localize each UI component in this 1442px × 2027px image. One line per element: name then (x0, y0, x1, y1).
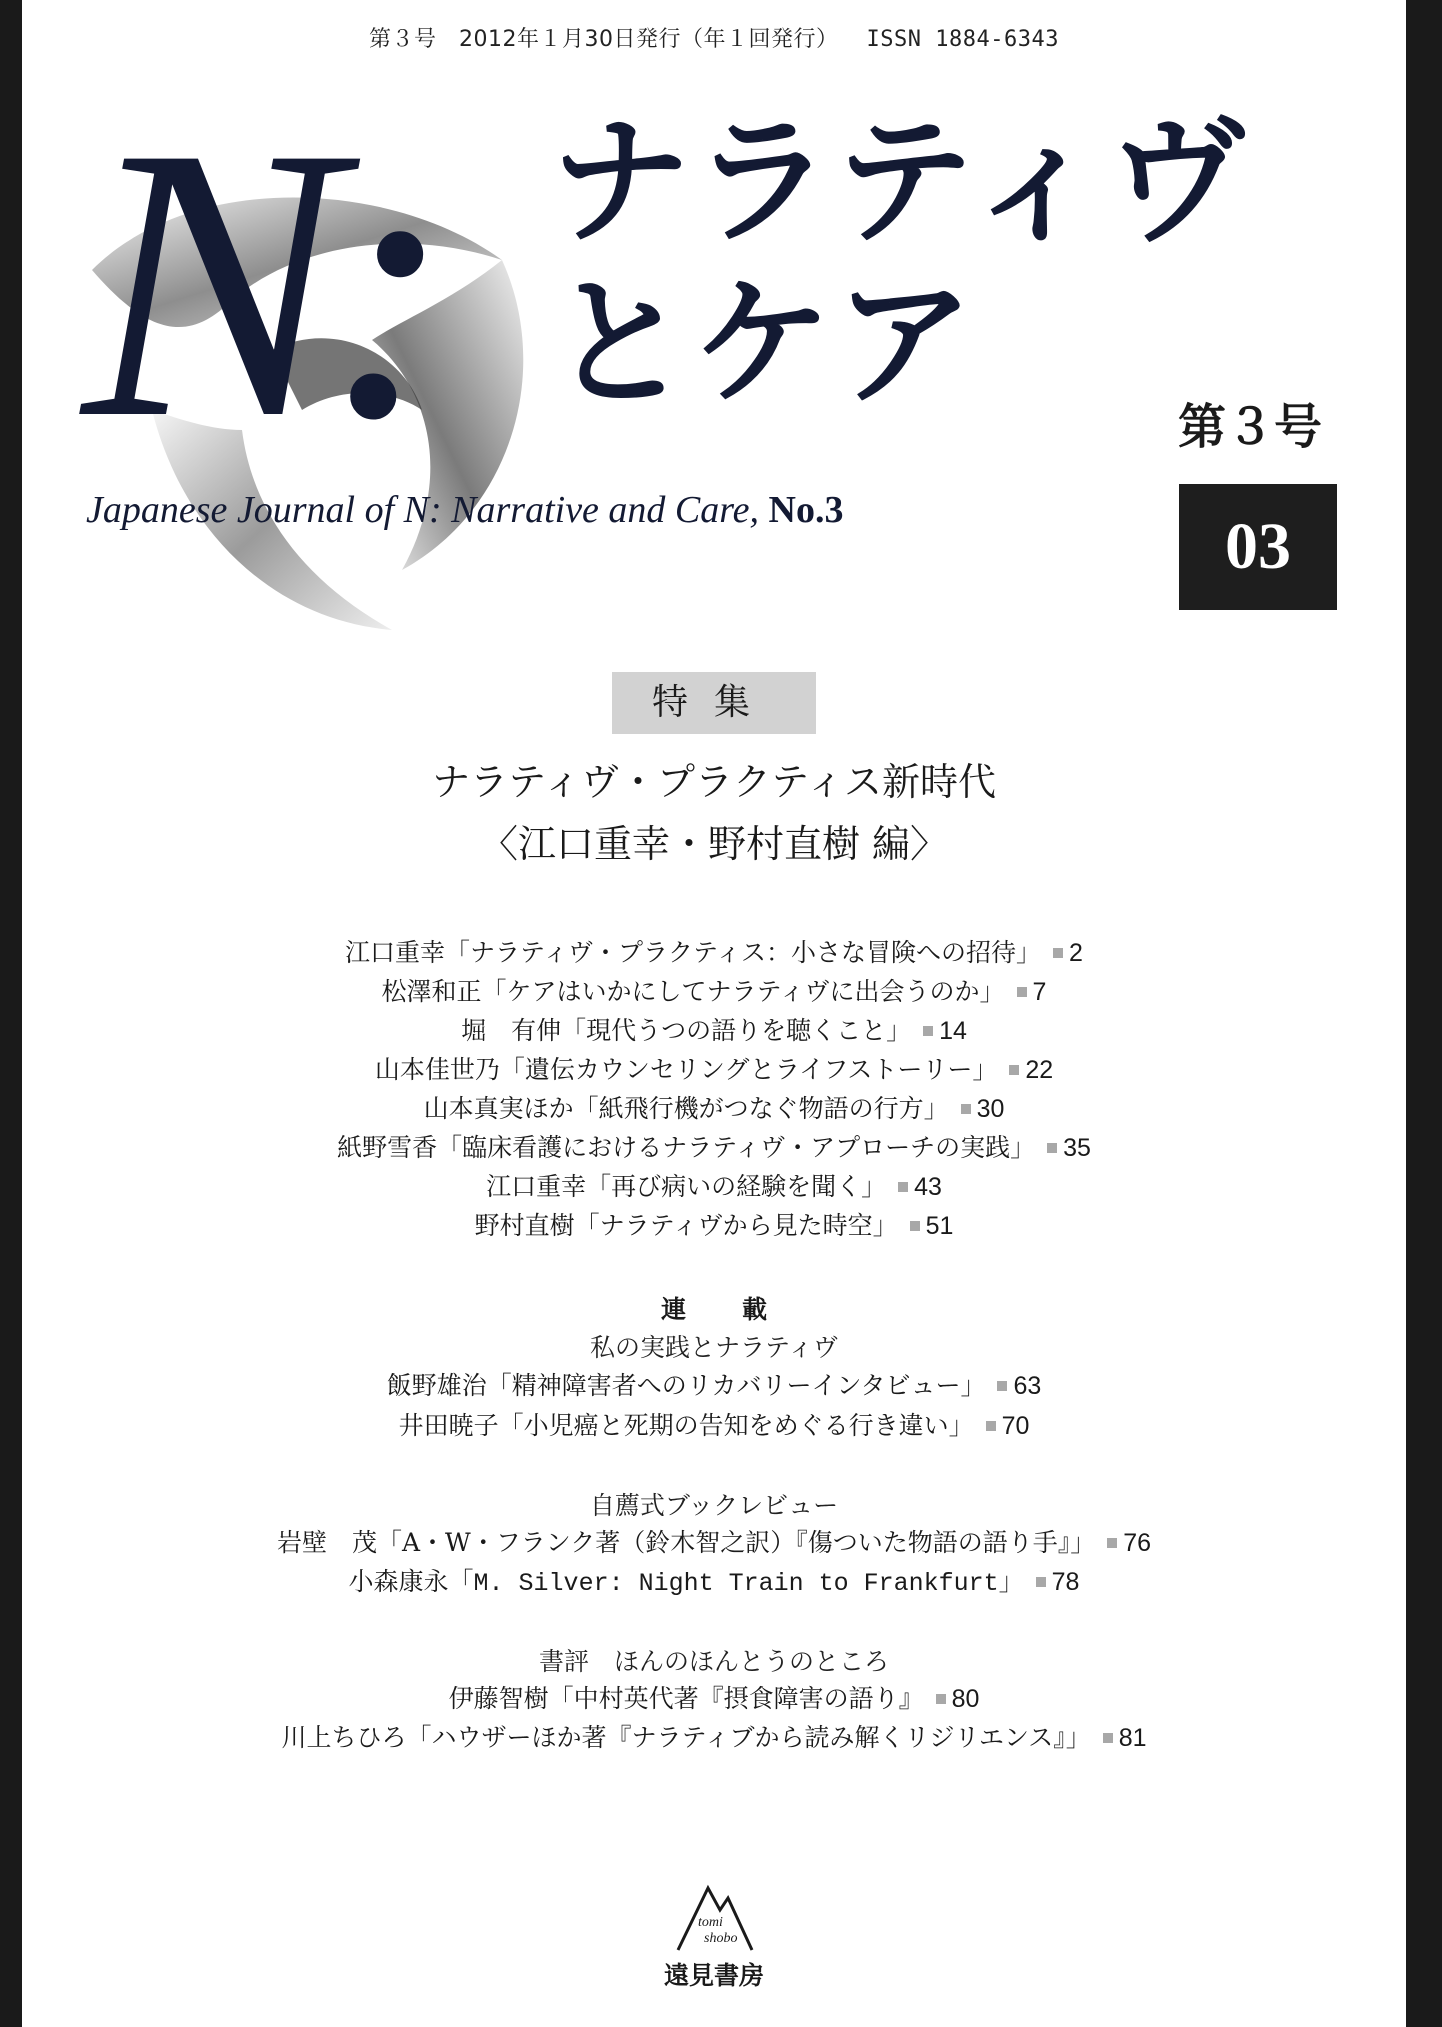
page-marker (997, 1381, 1007, 1391)
journal-cover (22, 0, 1406, 2027)
publisher-mountain-icon (672, 1880, 756, 1956)
toc-entry-title: 岩壁 茂「A・W・フランク著（鈴木智之訳）『傷ついた物語の語り手』」 (276, 1528, 1096, 1557)
feature-editors: 〈江口重幸・野村直樹 編〉 (479, 822, 949, 866)
toc-entry[interactable] (22, 1564, 1406, 1602)
page-marker (1103, 1733, 1113, 1743)
toc-entry-page: 80 (951, 1685, 980, 1713)
issn: ISSN 1884-6343 (866, 27, 1059, 52)
toc-entry[interactable] (22, 1720, 1406, 1756)
page-marker (961, 1104, 971, 1114)
journal-title-en (86, 488, 843, 532)
toc-entry-page: 76 (1123, 1529, 1152, 1557)
page-marker (1036, 1577, 1046, 1587)
logo-n-colon: N: (82, 67, 436, 499)
page-marker (1009, 1065, 1019, 1075)
toc-entry-title: 堀 有伸「現代うつの語りを聴くこと」 (461, 1016, 912, 1045)
toc-entry-title: 山本真実ほか「紙飛行機がつなぐ物語の行方」 (423, 1094, 949, 1123)
toc-entry-page: 14 (939, 1017, 967, 1045)
toc-entry[interactable] (22, 1013, 1406, 1049)
publisher-name: 遠見書房 (663, 1961, 764, 1990)
review-heading: 書評 ほんのほんとうのところ (538, 1647, 889, 1676)
toc-entry[interactable] (22, 974, 1406, 1010)
toc-entry-title: 川上ちひろ「ハウザーほか著『ナラティブから読み解くリジリエンス』」 (281, 1723, 1091, 1752)
toc-entry-title: 江口重幸「ナラティヴ・プラクティス：小さな冒険への招待」 (345, 938, 1042, 967)
toc-entry-title: 江口重幸「再び病いの経験を聞く」 (486, 1172, 887, 1201)
feature-title: ナラティヴ・プラクティス新時代 (432, 760, 996, 804)
toc-entry-title: 山本佳世乃「遺伝カウンセリングとライフストーリー」 (374, 1055, 998, 1084)
toc-entry[interactable] (22, 1681, 1406, 1717)
toc-entry[interactable] (22, 1052, 1406, 1088)
page-marker (1017, 987, 1027, 997)
issue-label-jp: 第３号 (1178, 399, 1323, 455)
issue-info: 第３号 2012年１月30日発行（年１回発行） (369, 27, 839, 52)
toc-entry-page: 35 (1063, 1134, 1091, 1162)
journal-title-en-number: No.3 (768, 489, 844, 531)
toc-entry-title: 松澤和正「ケアはいかにしてナラティヴに出会うのか」 (381, 977, 1005, 1006)
title-line-1: ナラティヴ (550, 101, 1249, 264)
toc-entry-page: 2 (1069, 939, 1083, 967)
feature-tag: 特集 (612, 672, 816, 734)
page-marker (1047, 1143, 1057, 1153)
page-marker (936, 1694, 946, 1704)
toc-entry-page: 22 (1025, 1056, 1054, 1084)
issue-number-badge: 03 (1179, 484, 1337, 610)
toc-entry[interactable] (22, 1130, 1406, 1166)
toc-entry-title: 飯野雄治「精神障害者へのリカバリーインタビュー」 (386, 1371, 986, 1400)
toc-entry-page: 70 (1001, 1412, 1030, 1440)
toc-entry[interactable] (22, 935, 1406, 971)
toc-entry-title-mono: M. Silver: Night Train to Frankfurt (473, 1569, 999, 1598)
journal-title-en-text: Japanese Journal of N: Narrative and Care, (86, 489, 769, 531)
logo-text-tomi: tomi (698, 1915, 723, 1930)
page-marker (1107, 1538, 1117, 1548)
toc-entry[interactable] (22, 1208, 1406, 1244)
toc-entry-page: 43 (914, 1173, 942, 1201)
toc-entry-title-post: 」 (998, 1567, 1024, 1596)
title-line-2: とケア (550, 263, 977, 426)
toc-entry-page: 30 (976, 1095, 1005, 1123)
toc-entry-title-pre: 小森康永「 (348, 1567, 474, 1596)
toc-entry-title: 伊藤智樹「中村英代著『摂食障害の語り』 (448, 1684, 924, 1713)
header-issue-line (22, 22, 1406, 53)
toc-entry-title: 野村直樹「ナラティヴから見た時空」 (474, 1211, 898, 1240)
toc-entry[interactable] (22, 1169, 1406, 1205)
toc-entry-title: 井田暁子「小児癌と死期の告知をめぐる行き違い」 (398, 1411, 974, 1440)
toc-entry-page: 63 (1013, 1372, 1042, 1400)
book-review-heading: 自薦式ブックレビュー (589, 1491, 839, 1520)
toc-entry-page: 7 (1032, 978, 1047, 1006)
page-marker (1053, 948, 1063, 958)
page-marker (898, 1182, 908, 1192)
toc-entry[interactable] (22, 1368, 1406, 1404)
serial-heading: 連載 (660, 1295, 823, 1324)
toc-entry[interactable] (22, 1525, 1406, 1561)
toc-entry-page: 81 (1118, 1724, 1147, 1752)
toc-entry[interactable] (22, 1091, 1406, 1127)
toc-entry-page: 51 (925, 1212, 954, 1240)
journal-title-jp (550, 102, 1249, 426)
logo-text-shobo: shobo (704, 1931, 738, 1946)
toc-entry[interactable] (22, 1408, 1406, 1444)
page-marker (986, 1421, 996, 1431)
toc-entry-title: 紙野雪香「臨床看護におけるナラティヴ・アプローチの実践」 (337, 1133, 1036, 1162)
toc-entry-page: 78 (1051, 1568, 1080, 1596)
serial-subheading: 私の実践とナラティヴ (589, 1333, 838, 1362)
page-marker (923, 1026, 933, 1036)
page-marker (910, 1221, 920, 1231)
